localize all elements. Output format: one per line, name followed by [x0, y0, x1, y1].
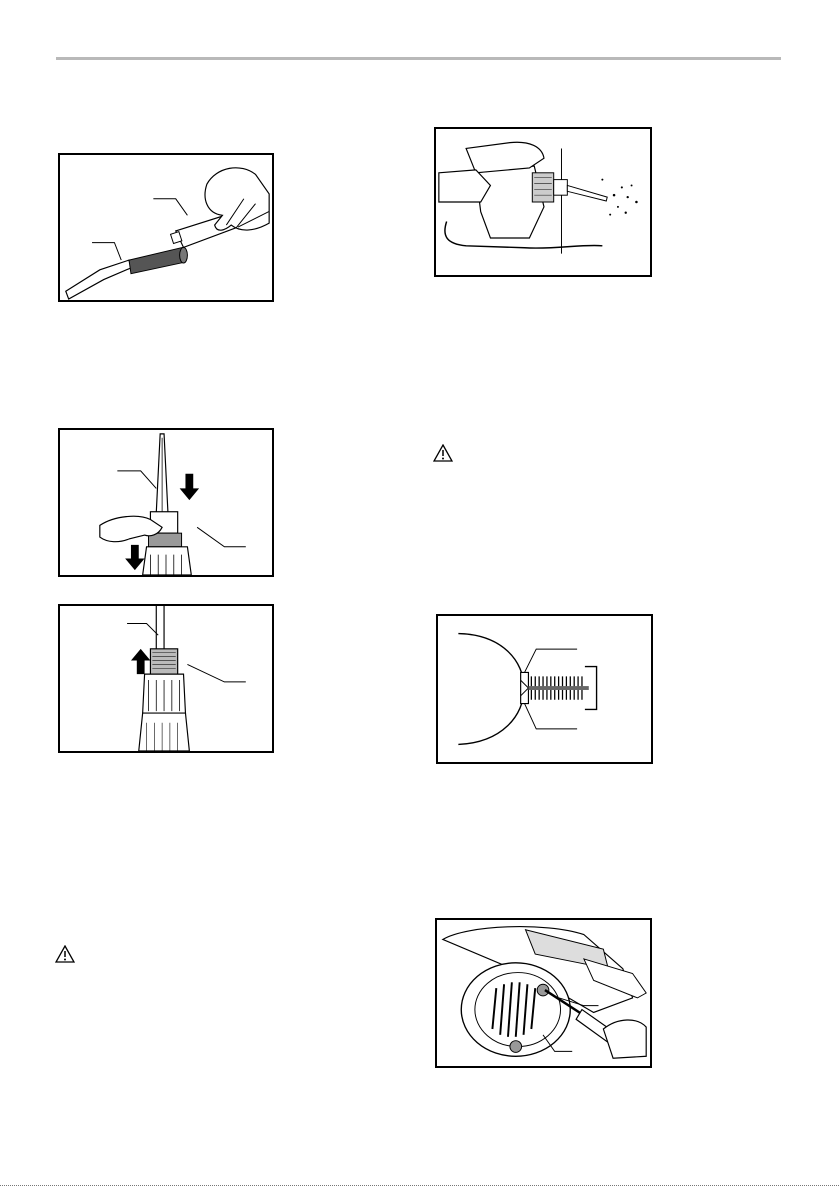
carbon-brush-illustration: [438, 616, 651, 762]
figure-grease-application: [58, 153, 274, 302]
chiseling-illustration: [436, 129, 650, 275]
figure-brush-holder-cap: [435, 918, 652, 1068]
bit-insertion-illustration: [60, 430, 272, 575]
figure-bit-insertion: [58, 428, 274, 577]
warning-triangle-icon: [55, 945, 75, 963]
header-rule: [56, 57, 781, 60]
figure-carbon-brush: [436, 614, 653, 764]
brush-holder-cap-illustration: [437, 920, 650, 1066]
grease-application-illustration: [60, 155, 272, 300]
footer-trim-line: [0, 1185, 839, 1186]
bit-removal-illustration: [60, 606, 272, 751]
warning-triangle-icon: [433, 444, 453, 462]
figure-chiseling-operation: [434, 127, 652, 277]
figure-bit-removal: [58, 604, 274, 753]
